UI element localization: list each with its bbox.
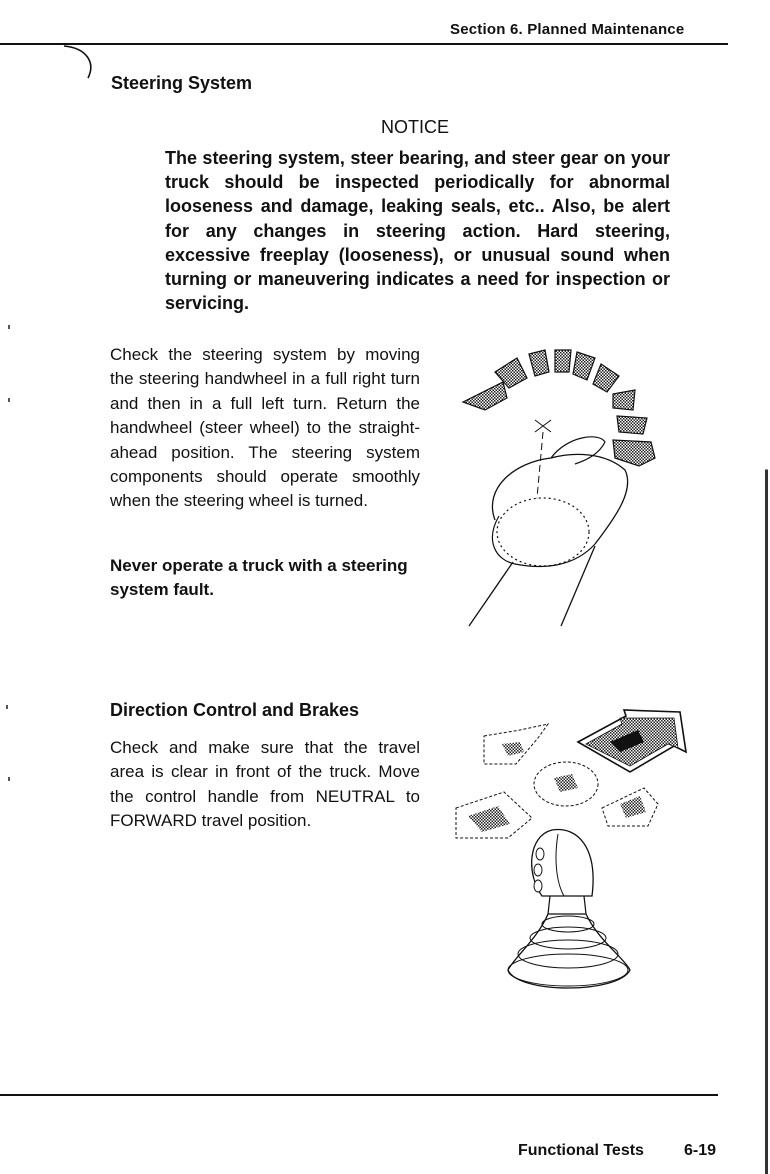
- direction-control-handle-icon: [448, 708, 704, 1000]
- page-curl-mark: [62, 44, 96, 80]
- footer-chapter: Functional Tests: [518, 1142, 644, 1159]
- page-number: 6-19: [684, 1142, 717, 1159]
- section-heading: Steering System: [111, 73, 253, 93]
- footer-rule: [0, 1094, 718, 1096]
- margin-mark: [8, 325, 10, 329]
- header-rule: [0, 43, 728, 45]
- notice-body: The steering system, steer bearing, and steer gear on your truck should be inspected periodically for abnormal looseness and damage, leaking seals, etc.. Also, be alert for any changes in steering action. Hard steering, excessive freeplay (looseness), or unusual sound when turning or maneuvering indicates a need for inspection or servicing.: [165, 148, 670, 314]
- hand-on-steering-knob-icon: [455, 340, 665, 630]
- section-heading: Direction Control and Brakes: [110, 700, 360, 720]
- margin-mark: [6, 705, 8, 709]
- running-header: Section 6. Planned Maintenance: [450, 21, 685, 38]
- notice-title: NOTICE: [380, 117, 449, 137]
- steering-warning: Never operate a truck with a steering system fault.: [110, 556, 408, 600]
- margin-mark: [8, 777, 10, 781]
- direction-instructions: Check and make sure that the travel area is clear in front of the truck. Move the control handle from NEUTRAL to FORWARD travel position.: [110, 738, 420, 831]
- page-edge: [765, 0, 768, 1174]
- steering-instructions: Check the steering system by moving the steering handwheel in a full right turn and then in a full left turn. Return the handwheel (steer wheel) to the straight-ahead position. The steering system components should operate smoothly when the steering wheel is turned.: [110, 345, 420, 511]
- margin-mark: [8, 398, 10, 402]
